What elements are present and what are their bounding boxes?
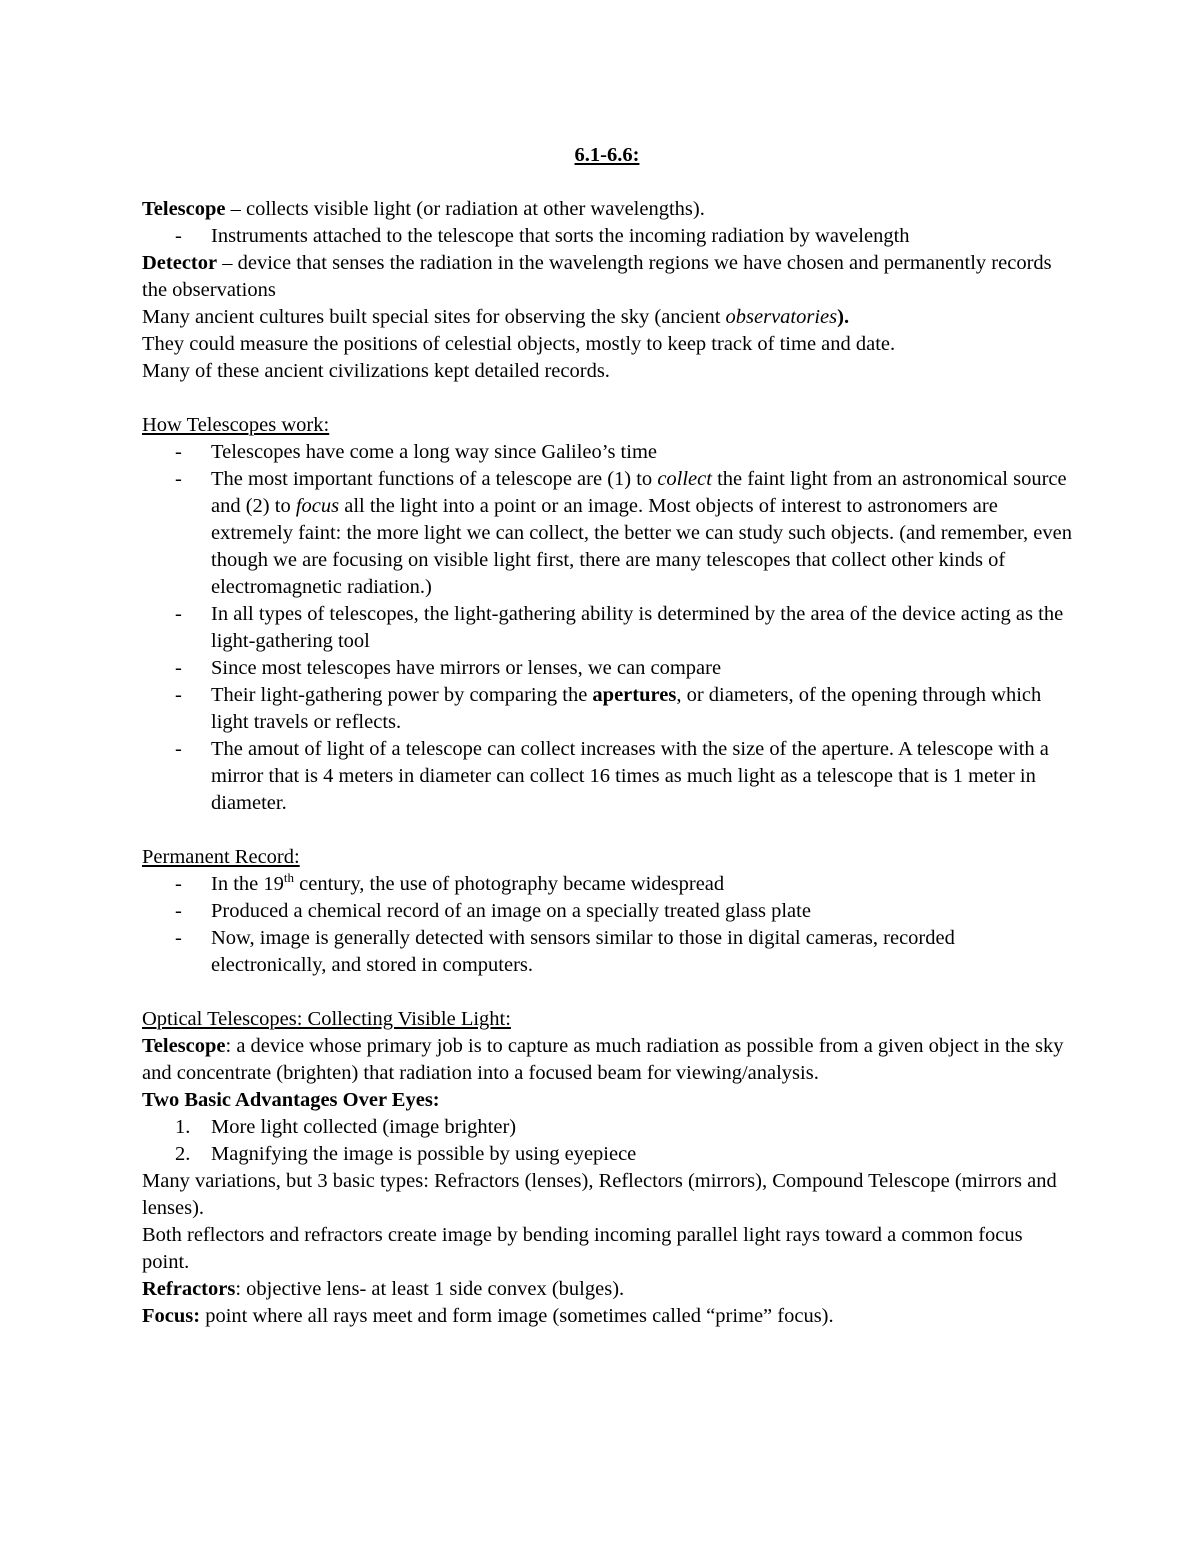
list-item: - Instruments attached to the telescope that sorts the incoming radiation by wavelength <box>142 223 1072 250</box>
telescope-bullets <box>142 223 1072 250</box>
telescope-term: Telescope <box>142 198 226 220</box>
list-item: - Their light-gathering power by comparing the apertures, or diameters, of the opening through which light travels or reflects. <box>142 682 1072 736</box>
list-item: - Telescopes have come a long way since Galileo’s time <box>142 439 1072 466</box>
list-item: - The most important functions of a telescope are (1) to collect the faint light from an astronomical source and (2) to focus all the light into a point or an image. Most objects of interest to astronomers are extremely faint: the more light we can collect, the better we can study such objects. (and remember, even though we are focusing on visible light first, there are many telescopes that collect other kinds of electromagnetic radiation.) <box>142 466 1072 601</box>
section-heading-optical: Optical Telescopes: Collecting Visible Light: <box>142 1008 511 1030</box>
records-text: Many of these ancient civilizations kept detailed records. <box>142 360 610 382</box>
document-body <box>142 142 1072 1330</box>
list-item: - Now, image is generally detected with sensors similar to those in digital cameras, recorded electronically, and stored in computers. <box>142 925 1072 979</box>
list-item: 1. More light collected (image brighter) <box>175 1116 517 1138</box>
list-item: 2. Magnifying the image is possible by using eyepiece <box>175 1143 637 1165</box>
advantages-list <box>142 1114 1072 1168</box>
list-item: - In the 19th century, the use of photography became widespread <box>142 871 1072 898</box>
how-bullets <box>142 439 1072 817</box>
list-item: - Produced a chemical record of an image on a specially treated glass plate <box>142 898 1072 925</box>
detector-definition: Detector – device that senses the radiation in the wavelength regions we have chosen and permanently records the observations <box>142 252 1052 301</box>
focus-definition: Focus: point where all rays meet and form image (sometimes called “prime” focus). <box>142 1305 834 1327</box>
detector-term: Detector <box>142 252 218 274</box>
list-item: - Since most telescopes have mirrors or lenses, we can compare <box>142 655 1072 682</box>
list-item: - The amout of light of a telescope can collect increases with the size of the aperture. A telescope with a mirror that is 4 meters in diameter can collect 16 times as much light as a telescope that is 1 meter in diameter. <box>142 736 1072 817</box>
telescope-definition: Telescope – collects visible light (or radiation at other wavelengths). <box>142 198 705 220</box>
record-bullets <box>142 871 1072 979</box>
list-item: - In all types of telescopes, the light-gathering ability is determined by the area of the device acting as the light-gathering tool <box>142 601 1072 655</box>
refractors-definition: Refractors: objective lens- at least 1 side convex (bulges). <box>142 1278 625 1300</box>
measure-text: They could measure the positions of celestial objects, mostly to keep track of time and date. <box>142 333 896 355</box>
optical-telescope-definition: Telescope: a device whose primary job is to capture as much radiation as possible from a given object in the sky and concentrate (brighten) that radiation into a focused beam for viewing/analysis. <box>142 1035 1064 1084</box>
bending-text: Both reflectors and refractors create image by bending incoming parallel light rays toward a common focus point. <box>142 1224 1023 1273</box>
section-heading-record: Permanent Record: <box>142 846 300 868</box>
section-heading-how: How Telescopes work: <box>142 414 330 436</box>
variations-text: Many variations, but 3 basic types: Refractors (lenses), Reflectors (mirrors), Compound Telescope (mirrors and lenses). <box>142 1170 1057 1219</box>
page-title: 6.1-6.6: <box>574 144 640 166</box>
ancient-observatories: Many ancient cultures built special sites for observing the sky (ancient observatories). <box>142 306 850 328</box>
advantages-heading: Two Basic Advantages Over Eyes: <box>142 1089 440 1111</box>
